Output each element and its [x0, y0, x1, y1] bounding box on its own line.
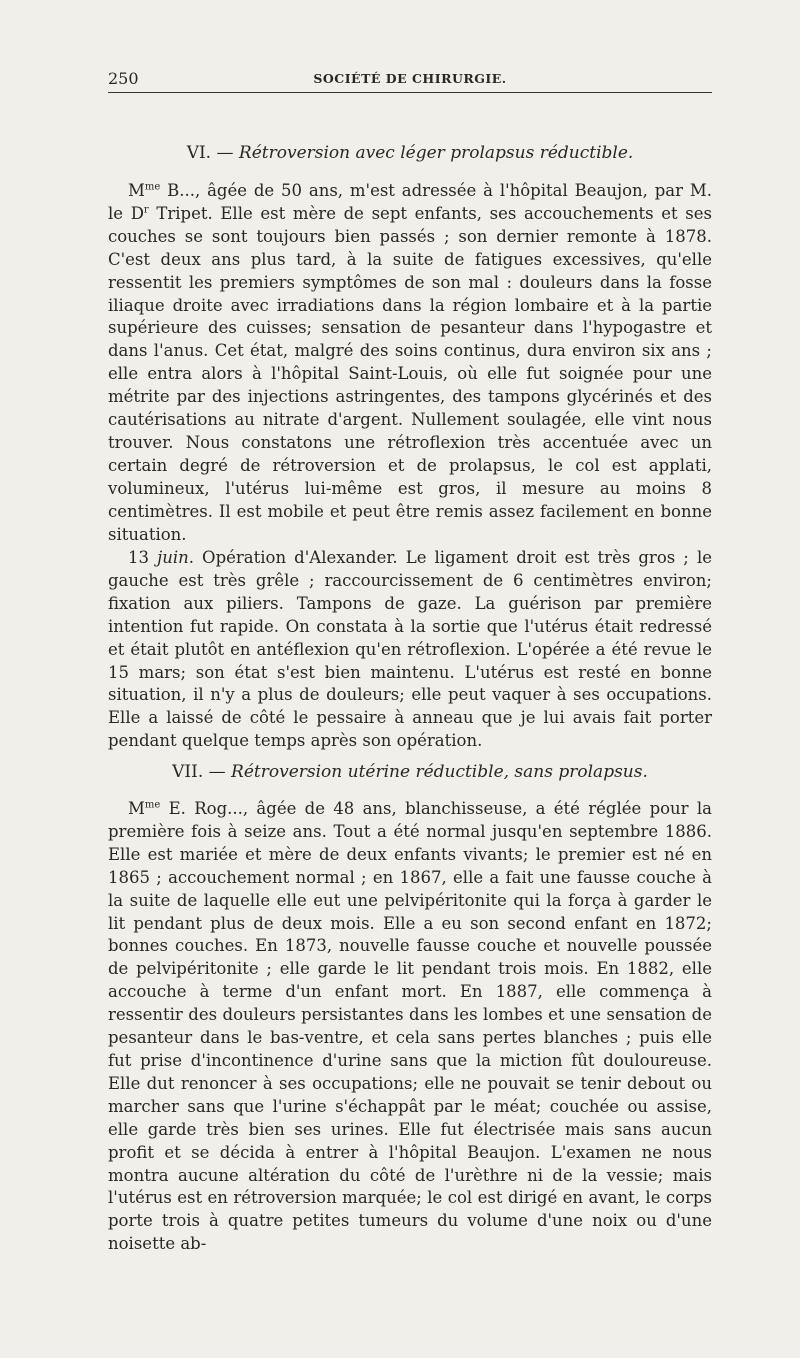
paragraph-text: B..., âgée de 50 ans, m'est adressée à l'hôpital Beaujon, par M. le D [108, 181, 712, 223]
section-numeral: VII. — [172, 762, 226, 782]
paragraph-text: E. Rog..., âgée de 48 ans, blanchisseuse, a été réglée pour la première fois à seize ans. Tout a été normal jusqu'en septembre 1886. Elle est mariée et mère de deux enfants vivants; le premier est né en 1865 ; accouchement normal ; en 1867, elle a fait une fausse couche à la suite de laquelle elle eut une pelvipéritonite qui la força à garder le lit pendant plus de deux mois. Elle a eu son second enfant en 1872; bonnes couches. En 1873, nouvelle fausse couche et nouvelle poussée de pelvipéritonite ; elle garde le lit pendant trois mois. En 1882, elle accouche à terme d'un enfant mort. En 1887, elle commença à ressentir des douleurs persistantes dans les lombes et une sensation de pesanteur dans le bas-ventre, et cela sans pertes blanches ; puis elle fut prise d'incontinence d'urine sans que la miction fût douloureuse. Elle dut renoncer à ses occupations; elle ne pouvait se tenir debout ou marcher sans que l'urine s'échappât par le méat; couchée ou assise, elle garde très bien ses urines. Elle fut électrisée mais sans aucun profit et se décida à entrer à l'hôpital Beaujon. L'examen ne nous montra aucune altération du côté de l'urèthre ni de la vessie; mais l'utérus est en rétroversion marquée; le col est dirigé en avant, le corps porte trois à quatre petites tumeurs du volume d'une noix ou d'une noisette ab- [108, 799, 712, 1254]
paragraph-case-vii [108, 798, 712, 1256]
doctor-sup: r [143, 204, 149, 216]
honorific-sup: me [144, 799, 161, 811]
page-header [108, 68, 712, 93]
section-numeral: VI. — [186, 143, 234, 163]
running-title: SOCIÉTÉ DE CHIRURGIE. [313, 71, 507, 86]
section-title-text: Rétroversion utérine réductible, sans prolapsus. [231, 762, 648, 782]
paragraph [108, 798, 712, 1256]
paragraph [108, 547, 712, 753]
honorific: M [128, 181, 145, 200]
section-title-text: Rétroversion avec léger prolapsus réductible. [238, 143, 634, 163]
honorific-sup: me [144, 181, 161, 193]
paragraph-text: . Opération d'Alexander. Le ligament droit est très gros ; le gauche est très grêle ; raccourcissement de 6 centimètres environ; fixation aux piliers. Tampons de gaze. La guérison par première intention fut rapide. On constata à la sortie que l'utérus était redressé et était plutôt en antéflexion qu'en rétroflexion. L'opérée a été revue le 15 mars; son état s'est bien maintenu. L'utérus est resté en bonne situation, il n'y a plus de douleurs; elle peut vaquer à ses occupations. Elle a laissé de côté le pessaire à anneau que je lui avais fait porter pendant quelque temps après son opération. [108, 548, 712, 751]
paragraph-operation-vi [108, 547, 712, 753]
date-day: 13 [128, 548, 158, 567]
date-month: juin [157, 548, 189, 567]
honorific: M [128, 799, 145, 818]
section-title-vi [108, 143, 712, 163]
paragraph-text: Tripet. Elle est mère de sept enfants, ses accouchements et ses couches se sont toujours bien passés ; son dernier remonte à 1878. C'est deux ans plus tard, à la suite de fatigues excessives, qu'elle ressentit les premiers symptômes de son mal : douleurs dans la fosse iliaque droite avec irradiations dans la région lombaire et à la partie supérieure des cuisses; sensation de pesanteur dans l'hypogastre et dans l'anus. Cet état, malgré des soins continus, dura environ six ans ; elle entra alors à l'hôpital Saint-Louis, où elle fut soignée pour une métrite par des injections astringentes, des tampons glycérinés et des cautérisations au nitrate d'argent. Nullement soulagée, elle vint nous trouver. Nous constatons une rétroflexion très accentuée avec un certain degré de rétroversion et de prolapsus, le col est applati, volumineux, l'utérus lui-même est gros, il mesure au moins 8 centimètres. Il est mobile et peut être remis assez facilement en bonne situation. [108, 203, 712, 544]
paragraph-case-vi [108, 180, 712, 547]
paragraph [108, 180, 712, 547]
section-title-vii [108, 762, 712, 782]
page-number: 250 [108, 69, 139, 88]
